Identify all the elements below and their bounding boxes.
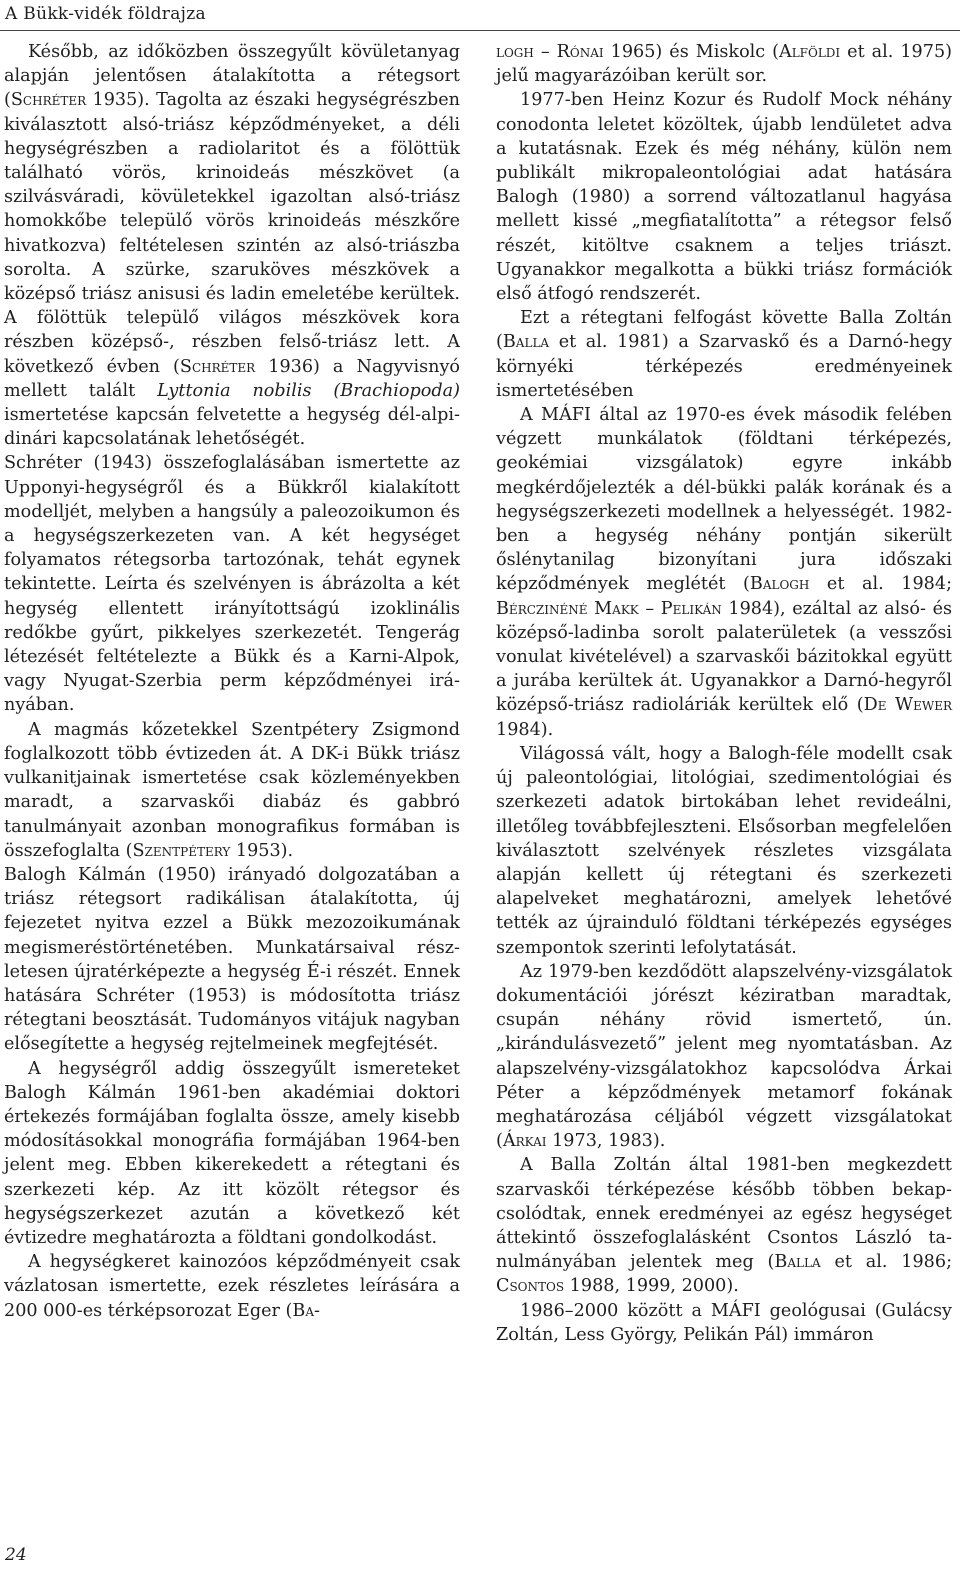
paragraph: Schréter (1943) összefoglalásában ismertette az Upponyi-hegységről és a Bükkről kialakított modelljét, melyben a hangsúly a paleozoikumon és a hegységszerkezeten van. A két hegységet folyamatos rétegsorba tartozónak, tehát egynek tekintette. Leírta és szelvényen is ábrázolta a két hegység ellentett irányítottságú izoklinális redőkbe gyűrt, pikkelyes szerkezetét. Tengerág létezését feltételezte a Bükk és a Karni-Alpok, vagy Nyugat-Szerbia perm képződményei irányában. xyxy=(4,453,460,716)
right-column xyxy=(496,40,952,1347)
paragraph: 1986–2000 között a MÁFI geológusai (Gulácsy Zoltán, Less György, Pelikán Pál) immáron xyxy=(496,1300,952,1345)
text-run: ismertetése kapcsán felvetette a hegység dél-alpi-dinári kapcsolatának lehetőségét. xyxy=(4,405,460,450)
text-run: Később, az időközben összegyűlt kövületanyag alapján jelentősen átalakította a rétegsort ( xyxy=(4,42,460,111)
paragraph: 1977-ben Heinz Kozur és Rudolf Mock néhány conodonta leletet közöltek, újabb lendületet adva a kutatásnak. Ezek és még néhány, külön nem publikált mikropaleontológiai adat hatására Balogh (1980) a sorrend változatlanul hagyása mellett kissé „megfiatalította” a rétegsor felső részét, kitöltve csaknem a teljes triászt. Ugyanakkor megalkotta a bükki triász formációk első átfogó rendszerét. xyxy=(496,90,952,305)
citation-author: Schréter xyxy=(10,90,87,111)
paragraph: A hegységről addig összegyűlt ismereteket Balogh Kálmán 1961-ben akadémiai doktori értekezés formájában foglalta össze, amely kisebb módosításokkal monográfia formájában 1964-ben jelent meg. Ebben kikerekedett a rétegtani és szerkezeti kép. Az itt közölt rétegsor és hegységszerkezet azután a következő két évtizedre meghatározta a földtani gondolkodást. xyxy=(4,1058,460,1248)
taxon-name: Lyttonia nobilis (Brachiopoda) xyxy=(157,380,460,401)
paragraph xyxy=(496,403,952,742)
text-run: 1965) és Miskolc ( xyxy=(603,42,779,62)
text-run: A MÁFI által az 1970-es évek második felében végzett munkálatok (földtani térképezés, geokémiai vizsgálatok) egyre inkább megkérdőjelezték a dél-bükki palák korának és a hegységszerkezeti modellnek a helyességét. 1982-ben a hegység néhány pontján sikerült őslénytanilag bizonyítani jura időszaki képződmények meglétét ( xyxy=(496,405,952,595)
citation-author: logh – Rónai xyxy=(496,42,604,62)
text-run: 1953). xyxy=(230,840,294,861)
page-number: 24 xyxy=(5,1545,27,1565)
text-run: Ezt a rétegtani felfogást követte Balla Zoltán ( xyxy=(496,308,952,353)
paragraph xyxy=(496,1153,952,1298)
citation-author: Szentpétery xyxy=(132,840,231,861)
citation-author: Csontos xyxy=(496,1276,565,1297)
paragraph xyxy=(4,40,460,451)
text-run: 1935). Tagolta az északi hegységrészben kiválasztott alsó-triász képződményeket, a déli hegységrészben a radiolaritot és a fölöttük található vörös, krinoideás mészkövet (a szilvásváradi, kövületekkel igazoltan alsó-triász homokkőbe települő vörös krinoideás mészkőre hivatkozva) feltételesen szintén az alsó-triászba sorolta. A szürke, szaruköves mészkövek a középső triász anisusi és ladin emeletébe kerültek. A fölöttük települő világos mészkövek kora részben középső-, részben felső-triász lett. A következő évben ( xyxy=(4,90,460,377)
paragraph xyxy=(4,718,460,863)
header-title: A Bükk-vidék földrajza xyxy=(5,4,206,24)
text-run: 1984). xyxy=(496,719,554,740)
citation-author: Árkai xyxy=(502,1131,547,1152)
text-run: 1984), ezáltal az alsó- és középső-ladinba sorolt palaterületek (a vesszősi vonulat kivételével) a szarvaskői bázitokkal együtt a jurába kerültek át. Ugyanakkor a Darnó-hegyről középső-triász radioláriák kerültek elő ( xyxy=(496,598,953,716)
text-run: A Balla Zoltán által 1981-ben megkezdett szarvaskői térképezése később többen bekapcsolódtak, ennek eredményei az egész hegységet áttekintő összefoglalásként Csontos László tanulmányában jelentek meg ( xyxy=(496,1155,952,1273)
citation-author: Balla xyxy=(502,332,550,353)
paragraph: Balogh Kálmán (1950) irányadó dolgozatában a triász rétegsort radikálisan átalakította, új fejezetet nyitva ezzel a Bükk mezozoikumának megismeréstörténetében. Munkatársaival részletesen újratérképezte a hegység É-i részét. Ennek hatására Schréter (1953) is módosította triász rétegtani beosztását. Tudományos vitájuk nagyban elősegítette a hegység rejtelmeinek megfejtését. xyxy=(4,864,460,1055)
text-run: et al. 1981) a Szarvaskő és a Darnó-hegy környéki térképezés eredményeinek ismertetésében xyxy=(496,332,952,401)
citation-author: De Wewer xyxy=(863,695,952,716)
text-run: 1973, 1983). xyxy=(546,1131,666,1152)
text-run: et al. 1986; xyxy=(820,1252,952,1273)
text-run: et al. 1984; xyxy=(809,574,952,595)
citation-author: Schréter xyxy=(179,356,256,377)
paragraph xyxy=(496,40,952,88)
left-column xyxy=(4,40,460,1323)
paragraph: Világossá vált, hogy a Balogh-féle modellt csak új paleontológiai, litológiai, szedimentológiai és szerkezeti adatok birtokában lehet revideálni, illetőleg továbbfejleszteni. Elsősorban megfelelően kiválasztott szelvények részletes vizsgálata alapján kellett új rétegtani és szerkezeti alapelveket meghatározni, amelyek lehetővé tették az újrainduló földtani térképezés egységes szempontok szerinti lefolytatását. xyxy=(496,743,952,958)
text-run: A hegységkeret kainozóos képződményeit csak vázlatosan ismertette, ezek részletes leírására a 200 000-es térképsorozat Eger ( xyxy=(4,1252,460,1321)
text-run: A magmás kőzetekkel Szentpétery Zsigmond foglalkozott több évtizeden át. A DK-i Bükk triász vulkanitjainak ismertetése csak közleményekben maradt, a szarvaskői diabáz és gabbró tanulmányait azonban monografikus formában is összefoglalta ( xyxy=(4,719,460,861)
citation-author: Balla xyxy=(774,1252,821,1273)
citation-author: Bérczinéné Makk – Pelikán xyxy=(496,598,722,619)
paragraph xyxy=(496,306,952,403)
text-run: 1988, 1999, 2000). xyxy=(564,1276,739,1297)
paragraph xyxy=(496,960,952,1154)
text-run: 1936) a Nagyvisnyó mellett talált xyxy=(4,356,461,401)
citation-author: Balogh xyxy=(749,574,810,595)
citation-author: Ba- xyxy=(292,1300,320,1321)
text-run: Az 1979-ben kezdődött alapszelvény-vizsgálatok dokumentációi jórészt kéziratban maradtak, csupán néhány rövid ismertető, ún. „kirándulásvezető” jelent meg nyomtatásban. Az alapszelvény-vizsgálatokhoz kapcsolódva Árkai Péter a képződmények metamorf fokának meghatározása céljából végzett vizsgálatokat ( xyxy=(496,961,952,1152)
running-header xyxy=(5,4,206,24)
citation-author: Alföldi xyxy=(779,42,841,62)
header-divider xyxy=(0,30,960,31)
text-run: et al. 1975) jelű magyarázóiban került sor. xyxy=(496,42,952,87)
paragraph xyxy=(4,1250,460,1323)
